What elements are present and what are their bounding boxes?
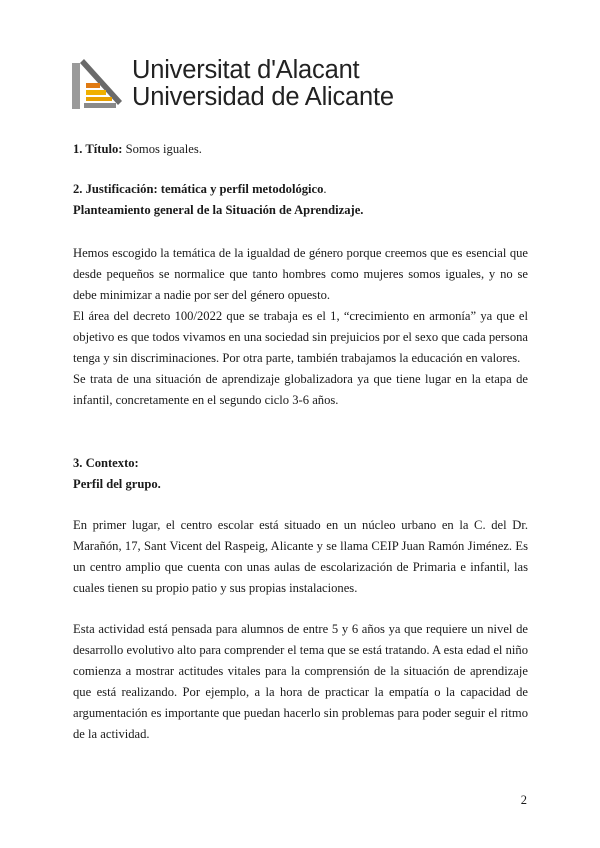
document-body (73, 139, 528, 745)
context-paragraph-2: Esta actividad está pensada para alumnos de entre 5 y 6 años ya que requiere un nivel de desarrollo evolutivo alto para comprender el tema que se está tratando. A esta edad el niño comienza a mostrar actitudes vitales para la comprensión de la situación de aprendizaje que está realizando. Por ejemplo, a la hora de practicar la empatía o la capacidad de argumentación es importante que puedan hacerlo sin problemas para poder seguir el ritmo de la actividad. (73, 622, 528, 741)
page-number: 2 (520, 793, 527, 807)
section-3-heading (73, 453, 528, 474)
university-emblem-icon (70, 55, 126, 111)
university-name-spanish: Universidad de Alicante (132, 83, 394, 111)
emblem-orange-stripe (86, 83, 100, 88)
justification-heading: 2. Justificación: temática y perfil metodológico (73, 182, 324, 196)
justification-paragraph-3: Se trata de una situación de aprendizaje globalizadora ya que tiene lugar en la etapa de infantil, concretamente en el segundo ciclo 3-6 años. (73, 372, 528, 407)
university-logo (70, 55, 394, 115)
context-heading: 3. Contexto: (73, 456, 139, 470)
section-2-subheading (73, 200, 528, 221)
group-profile-subheading: Perfil del grupo. (73, 477, 161, 491)
section-1-label: 1. Título: (73, 142, 123, 156)
university-name-valencian: Universitat d'Alacant (132, 56, 360, 84)
context-paragraph-1: En primer lugar, el centro escolar está situado en un núcleo urbano en la C. del Dr. Marañón, 17, Sant Vicent del Raspeig, Alicante y se llama CEIP Juan Ramón Jiménez. Es un centro amplio que cuenta con unas aulas de escolarización de Primaria e infantil, las cuales tienen su propio patio y sus propias instalaciones. (73, 518, 528, 595)
title-value: Somos iguales. (122, 142, 202, 156)
heading-dot: . (323, 182, 327, 196)
emblem-amber-stripe (86, 97, 112, 101)
emblem-yellow-stripe (86, 90, 106, 95)
emblem-base (84, 103, 116, 108)
section-2-heading (73, 179, 528, 200)
justification-paragraph-1: Hemos escogido la temática de la igualdad de género porque creemos que es esencial que desde pequeños se normalice que tanto hombres como mujeres somos iguales, y no se debe minimizar a nadie por ser del género opuesto. (73, 246, 528, 302)
justification-paragraph-2: El área del decreto 100/2022 que se trabaja es el 1, “crecimiento en armonía” ya que el objetivo es que todos vivamos en una sociedad sin prejuicios por el sexo que cada persona tenga y sin discriminaciones. Por otra parte, también trabajamos la educación en valores. (73, 309, 529, 365)
section-3-subheading (73, 474, 528, 495)
section-title (73, 139, 528, 160)
emblem-grey-bar (72, 63, 80, 109)
planning-subheading: Planteamiento general de la Situación de Aprendizaje. (73, 203, 364, 217)
